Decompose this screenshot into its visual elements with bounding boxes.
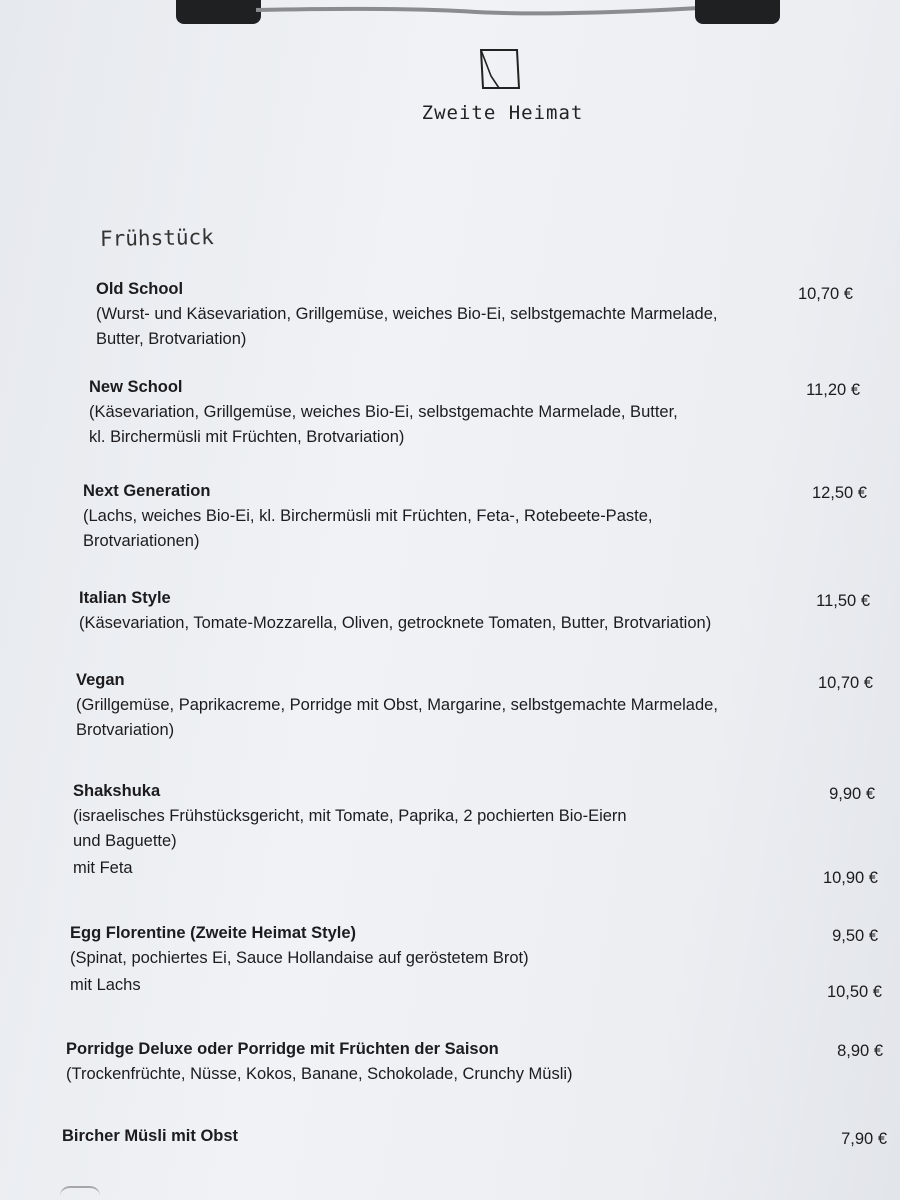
item-name: Bircher Müsli mit Obst — [62, 1127, 239, 1145]
item-name: Porridge Deluxe oder Porridge mit Früchten der Saison — [66, 1040, 499, 1058]
menu-item — [89, 375, 678, 450]
item-price: 9,50 € — [832, 927, 878, 945]
item-name: New School — [89, 378, 183, 396]
menu-item — [62, 1124, 238, 1149]
item-name: Next Generation — [83, 482, 211, 500]
item-name: Vegan — [76, 671, 125, 689]
item-extra-option: mit Feta — [73, 859, 133, 877]
item-description: (Trockenfrüchte, Nüsse, Kokos, Banane, Schokolade, Crunchy Müsli) — [66, 1065, 573, 1083]
open-box-logo-icon — [477, 46, 523, 92]
menu-item — [79, 586, 711, 636]
item-name: Egg Florentine (Zweite Heimat Style) — [70, 924, 357, 942]
item-price: 10,70 € — [817, 674, 873, 692]
item-description: und Baguette) — [73, 832, 177, 850]
clip-left-cap — [176, 0, 261, 24]
item-extra-price: 10,90 € — [822, 869, 878, 887]
item-price: 8,90 € — [837, 1042, 883, 1060]
item-description: Butter, Brotvariation) — [96, 330, 247, 348]
item-description: kl. Birchermüsli mit Früchten, Brotvariation) — [89, 428, 405, 446]
item-price: 11,20 € — [806, 381, 860, 399]
menu-item — [83, 479, 652, 554]
clip-right-cap — [695, 0, 780, 24]
item-description: Brotvariationen) — [83, 532, 200, 550]
menu-item — [96, 277, 717, 352]
menu-item — [76, 668, 718, 743]
item-description: (israelisches Frühstücksgericht, mit Tomate, Paprika, 2 pochierten Bio-Eiern — [73, 807, 627, 825]
menu-item — [66, 1037, 573, 1087]
menu-item — [70, 921, 529, 998]
item-description: (Grillgemüse, Paprikacreme, Porridge mit Obst, Margarine, selbstgemachte Marmelade, — [76, 696, 718, 714]
item-extra-price: 10,50 € — [826, 983, 882, 1001]
item-description: (Käsevariation, Grillgemüse, weiches Bio-Ei, selbstgemachte Marmelade, Butter, — [89, 403, 678, 421]
item-price: 11,50 € — [816, 592, 870, 610]
clipboard-clip — [176, 0, 780, 26]
clip-wire-icon — [256, 4, 700, 16]
brand-name: Zweite Heimat — [421, 102, 584, 124]
menu-item — [73, 779, 627, 881]
item-name: Old School — [96, 280, 184, 298]
item-price: 12,50 € — [811, 484, 867, 502]
item-name: Italian Style — [79, 589, 171, 607]
section-title: Frühstück — [99, 225, 214, 251]
item-description: (Wurst- und Käsevariation, Grillgemüse, weiches Bio-Ei, selbstgemachte Marmelade, — [96, 305, 718, 323]
item-description: (Spinat, pochiertes Ei, Sauce Hollandaise auf geröstetem Brot) — [70, 949, 529, 967]
item-extra-option: mit Lachs — [70, 976, 141, 994]
item-description: (Lachs, weiches Bio-Ei, kl. Birchermüsli mit Früchten, Feta-, Rotebeete-Paste, — [83, 507, 653, 525]
item-description: Brotvariation) — [76, 721, 175, 739]
item-price: 10,70 € — [797, 285, 853, 303]
item-price: 7,90 € — [841, 1130, 887, 1148]
next-section-handwriting-fragment — [60, 1186, 100, 1200]
item-name: Shakshuka — [73, 782, 161, 800]
item-description: (Käsevariation, Tomate-Mozzarella, Oliven, getrocknete Tomaten, Butter, Brotvariation) — [79, 614, 712, 632]
item-price: 9,90 € — [829, 785, 875, 803]
